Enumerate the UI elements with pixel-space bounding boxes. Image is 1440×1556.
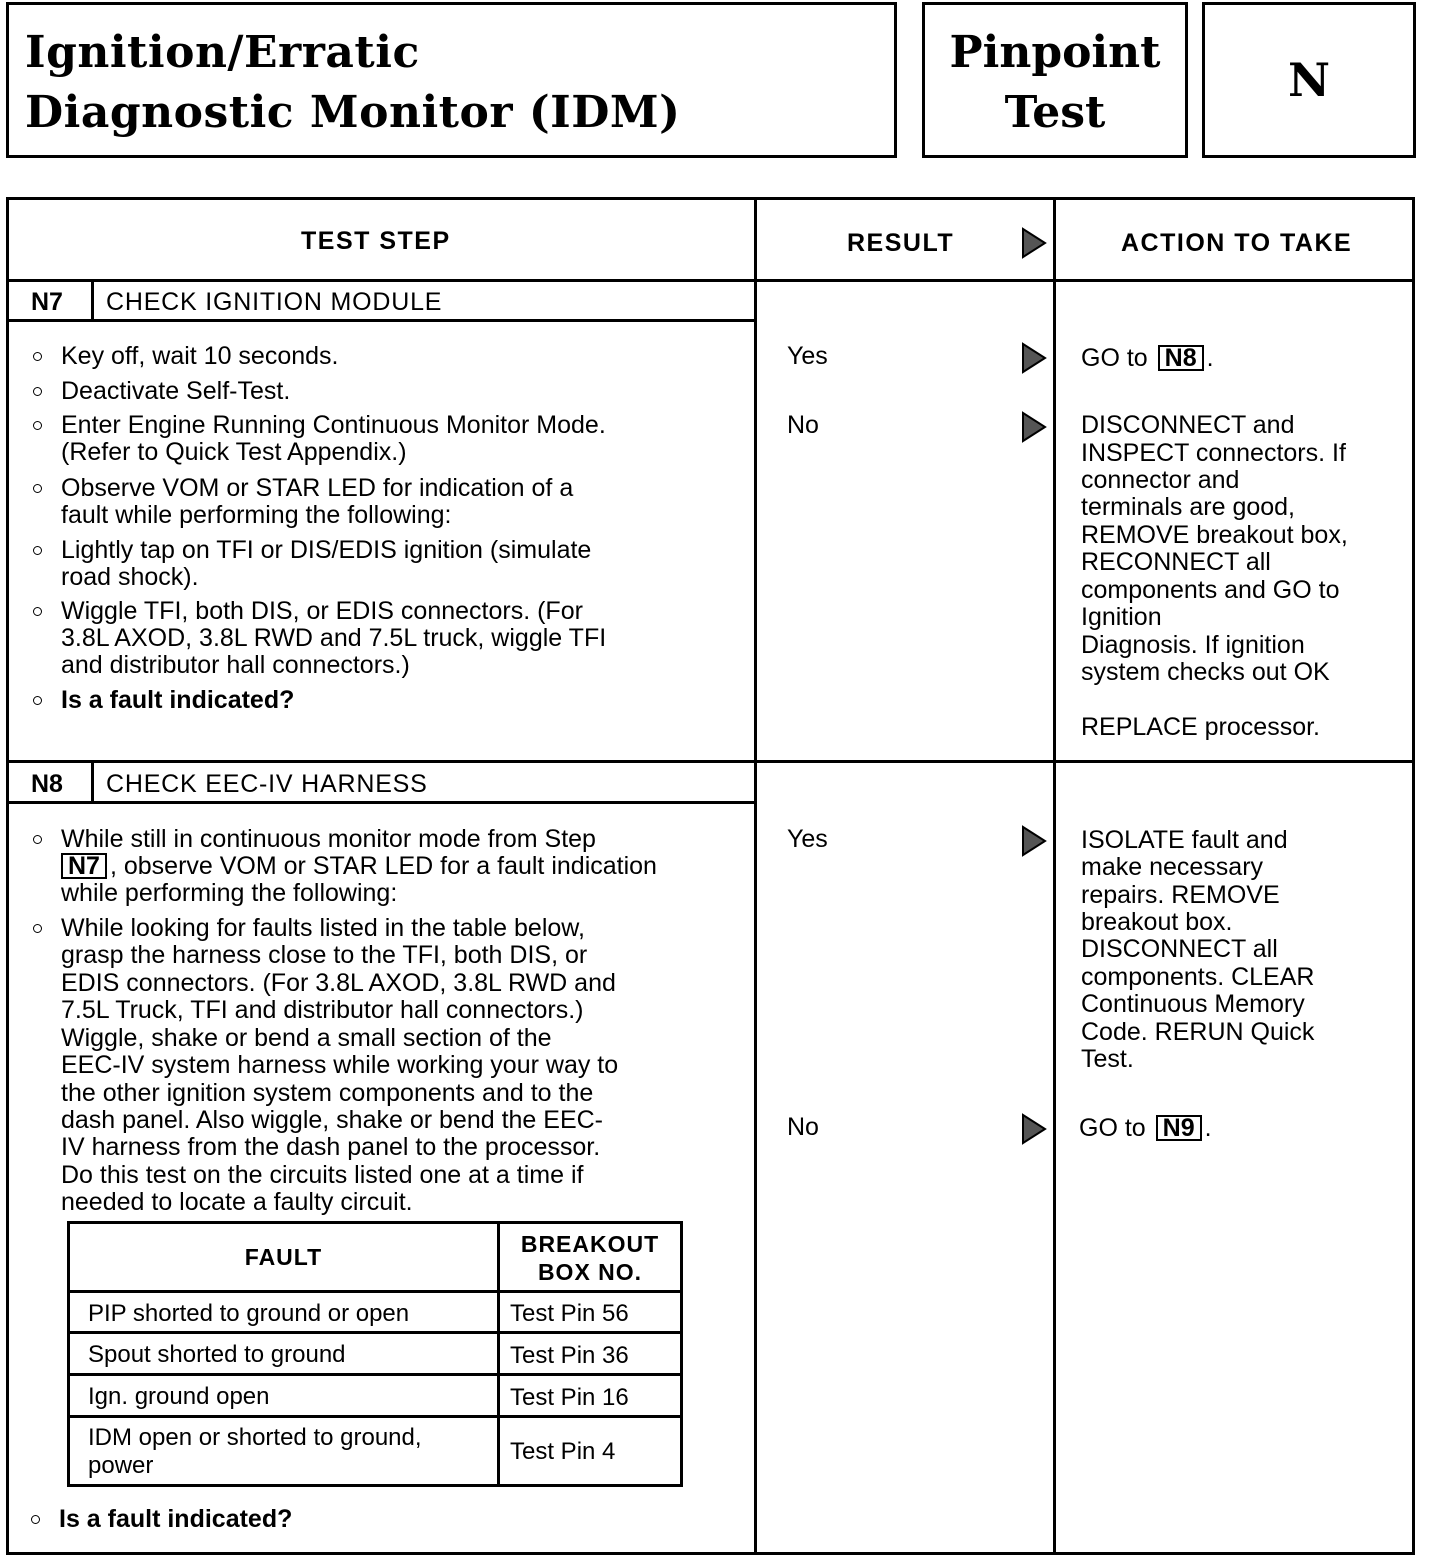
n8-action-no: GO to N9 . — [1079, 1114, 1212, 1142]
result-arrow-icon — [1021, 1113, 1047, 1145]
pin-cell: Test Pin 16 — [510, 1384, 629, 1411]
n7-result-yes: Yes — [787, 342, 828, 370]
fault-table-row-divider — [70, 1415, 680, 1418]
test-letter: N — [1287, 53, 1331, 107]
bullet-icon — [33, 546, 42, 555]
fault-table-header-divider — [70, 1290, 680, 1293]
fault-cell: Ign. ground open — [88, 1383, 270, 1410]
step-title-n7: CHECK IGNITION MODULE — [106, 288, 443, 316]
test-label: Test — [1004, 87, 1106, 138]
result-arrow-icon — [1021, 342, 1047, 374]
n7-title-divider — [9, 319, 754, 322]
fault-cell: IDM open or shorted to ground, — [88, 1424, 422, 1451]
bullet-icon — [33, 835, 42, 844]
step-id-n8: N8 — [31, 770, 63, 798]
fault-table — [67, 1221, 683, 1487]
bullet-icon — [33, 352, 42, 361]
fault-column-header: FAULT — [244, 1244, 323, 1270]
n8-title-divider — [9, 801, 754, 804]
page-title-line2: Diagnostic Monitor (IDM) — [25, 87, 681, 138]
step-title-n8: CHECK EEC-IV HARNESS — [106, 770, 428, 798]
n7-id-divider — [91, 279, 94, 320]
column-header-result: RESULT — [847, 229, 955, 257]
title-box — [6, 2, 897, 158]
result-arrow-icon — [1021, 411, 1047, 443]
pin-cell: Test Pin 4 — [510, 1438, 616, 1465]
step-ref-n8[interactable]: N8 — [1158, 345, 1204, 371]
pin-cell: Test Pin 56 — [510, 1300, 629, 1327]
bullet-icon — [33, 421, 42, 430]
header-row-divider — [9, 279, 1412, 282]
fault-cell: PIP shorted to ground or open — [88, 1300, 410, 1327]
pinpoint-test-box — [922, 2, 1188, 158]
pinpoint-test-table: TEST STEP RESULT ACTION TO TAKE N7 CHECK IGNITION MODULE Key off, wait 10 seconds. Deactivate Self-Test. Enter Engine Running Continuous Monitor Mode. (Refer to Quick Test Appendix.) Observe VOM or STAR LED for indication of a fault while performing the following: Lightly tap on TFI or DIS/EDIS ignition (simulate road shock). Wiggle TFI, both DIS, or EDIS connectors. (For 3.8L AXOD, 3.8L RWD and 7.5L truck, wiggle TFI and distributor hall connectors.) Is a fault indicated? Yes GO to N8 . No DISCONNECT and INSPECT connectors. If connector and terminals are good, REMOVE breakout box, RECONNECT all components and GO to Ignition Diagnosis. If ignition system checks out OK REPLACE processor. N8 CHECK EEC-IV HARNESS While still in continuous monitor mode from Step N7 , observe VOM or STAR LED for a fault indication while performing the following: While looking for faults listed in the table below, grasp the harness close to the TFI, both DIS, or EDIS connectors. (For 3.8L AXOD, 3.8L RWD and 7.5L Truck, TFI and distributor hall connectors.) Wiggle, shake or bend a small section of the EEC-IV system harness while working your way to the other ignition system components and to the dash panel. Also wiggle, shake or bend the EEC- IV harness from the dash panel to the processor. Do this test on the circuits listed one at a time if needed to locate a faulty circuit. Yes ISOLATE fault and make necessary repairs. REMOVE breakout box. DISCONNECT all components. CLEAR Continuous Memory Code. RERUN Quick Test. No GO to N9 . Is a fault indicated? — [6, 197, 1415, 1555]
n8-result-yes: Yes — [787, 825, 828, 853]
breakout-column-header: BREAKOUT BOX NO. — [520, 1231, 660, 1285]
pin-cell: Test Pin 36 — [510, 1342, 629, 1369]
step-ref-n9[interactable]: N9 — [1156, 1115, 1202, 1141]
column-header-test-step: TEST STEP — [301, 227, 451, 255]
fault-cell: power — [88, 1452, 154, 1479]
bullet-icon — [33, 696, 42, 705]
fault-table-row-divider — [70, 1373, 680, 1376]
step-id-n7: N7 — [31, 288, 63, 316]
pinpoint-label: Pinpoint — [949, 27, 1161, 78]
n7-action-yes: GO to N8 . — [1081, 344, 1214, 372]
bullet-icon — [33, 387, 42, 396]
bullet-icon — [33, 484, 42, 493]
page-title-line1: Ignition/Erratic — [25, 27, 420, 78]
bullet-icon — [33, 924, 42, 933]
n8-result-no: No — [787, 1113, 819, 1141]
bullet-icon — [33, 607, 42, 616]
n7-result-no: No — [787, 411, 819, 439]
column-divider-action — [1053, 200, 1056, 1555]
bullet-icon — [31, 1515, 40, 1524]
column-header-action: ACTION TO TAKE — [1121, 229, 1353, 257]
fault-table-row-divider — [70, 1331, 680, 1334]
column-divider-result — [754, 200, 757, 1555]
step-ref-n7[interactable]: N7 — [61, 853, 107, 879]
n8-id-divider — [91, 761, 94, 802]
result-arrow-icon — [1021, 825, 1047, 857]
fault-cell: Spout shorted to ground — [88, 1341, 346, 1368]
step-divider — [9, 760, 1412, 763]
result-arrow-icon — [1021, 227, 1047, 259]
test-letter-box — [1202, 2, 1416, 158]
